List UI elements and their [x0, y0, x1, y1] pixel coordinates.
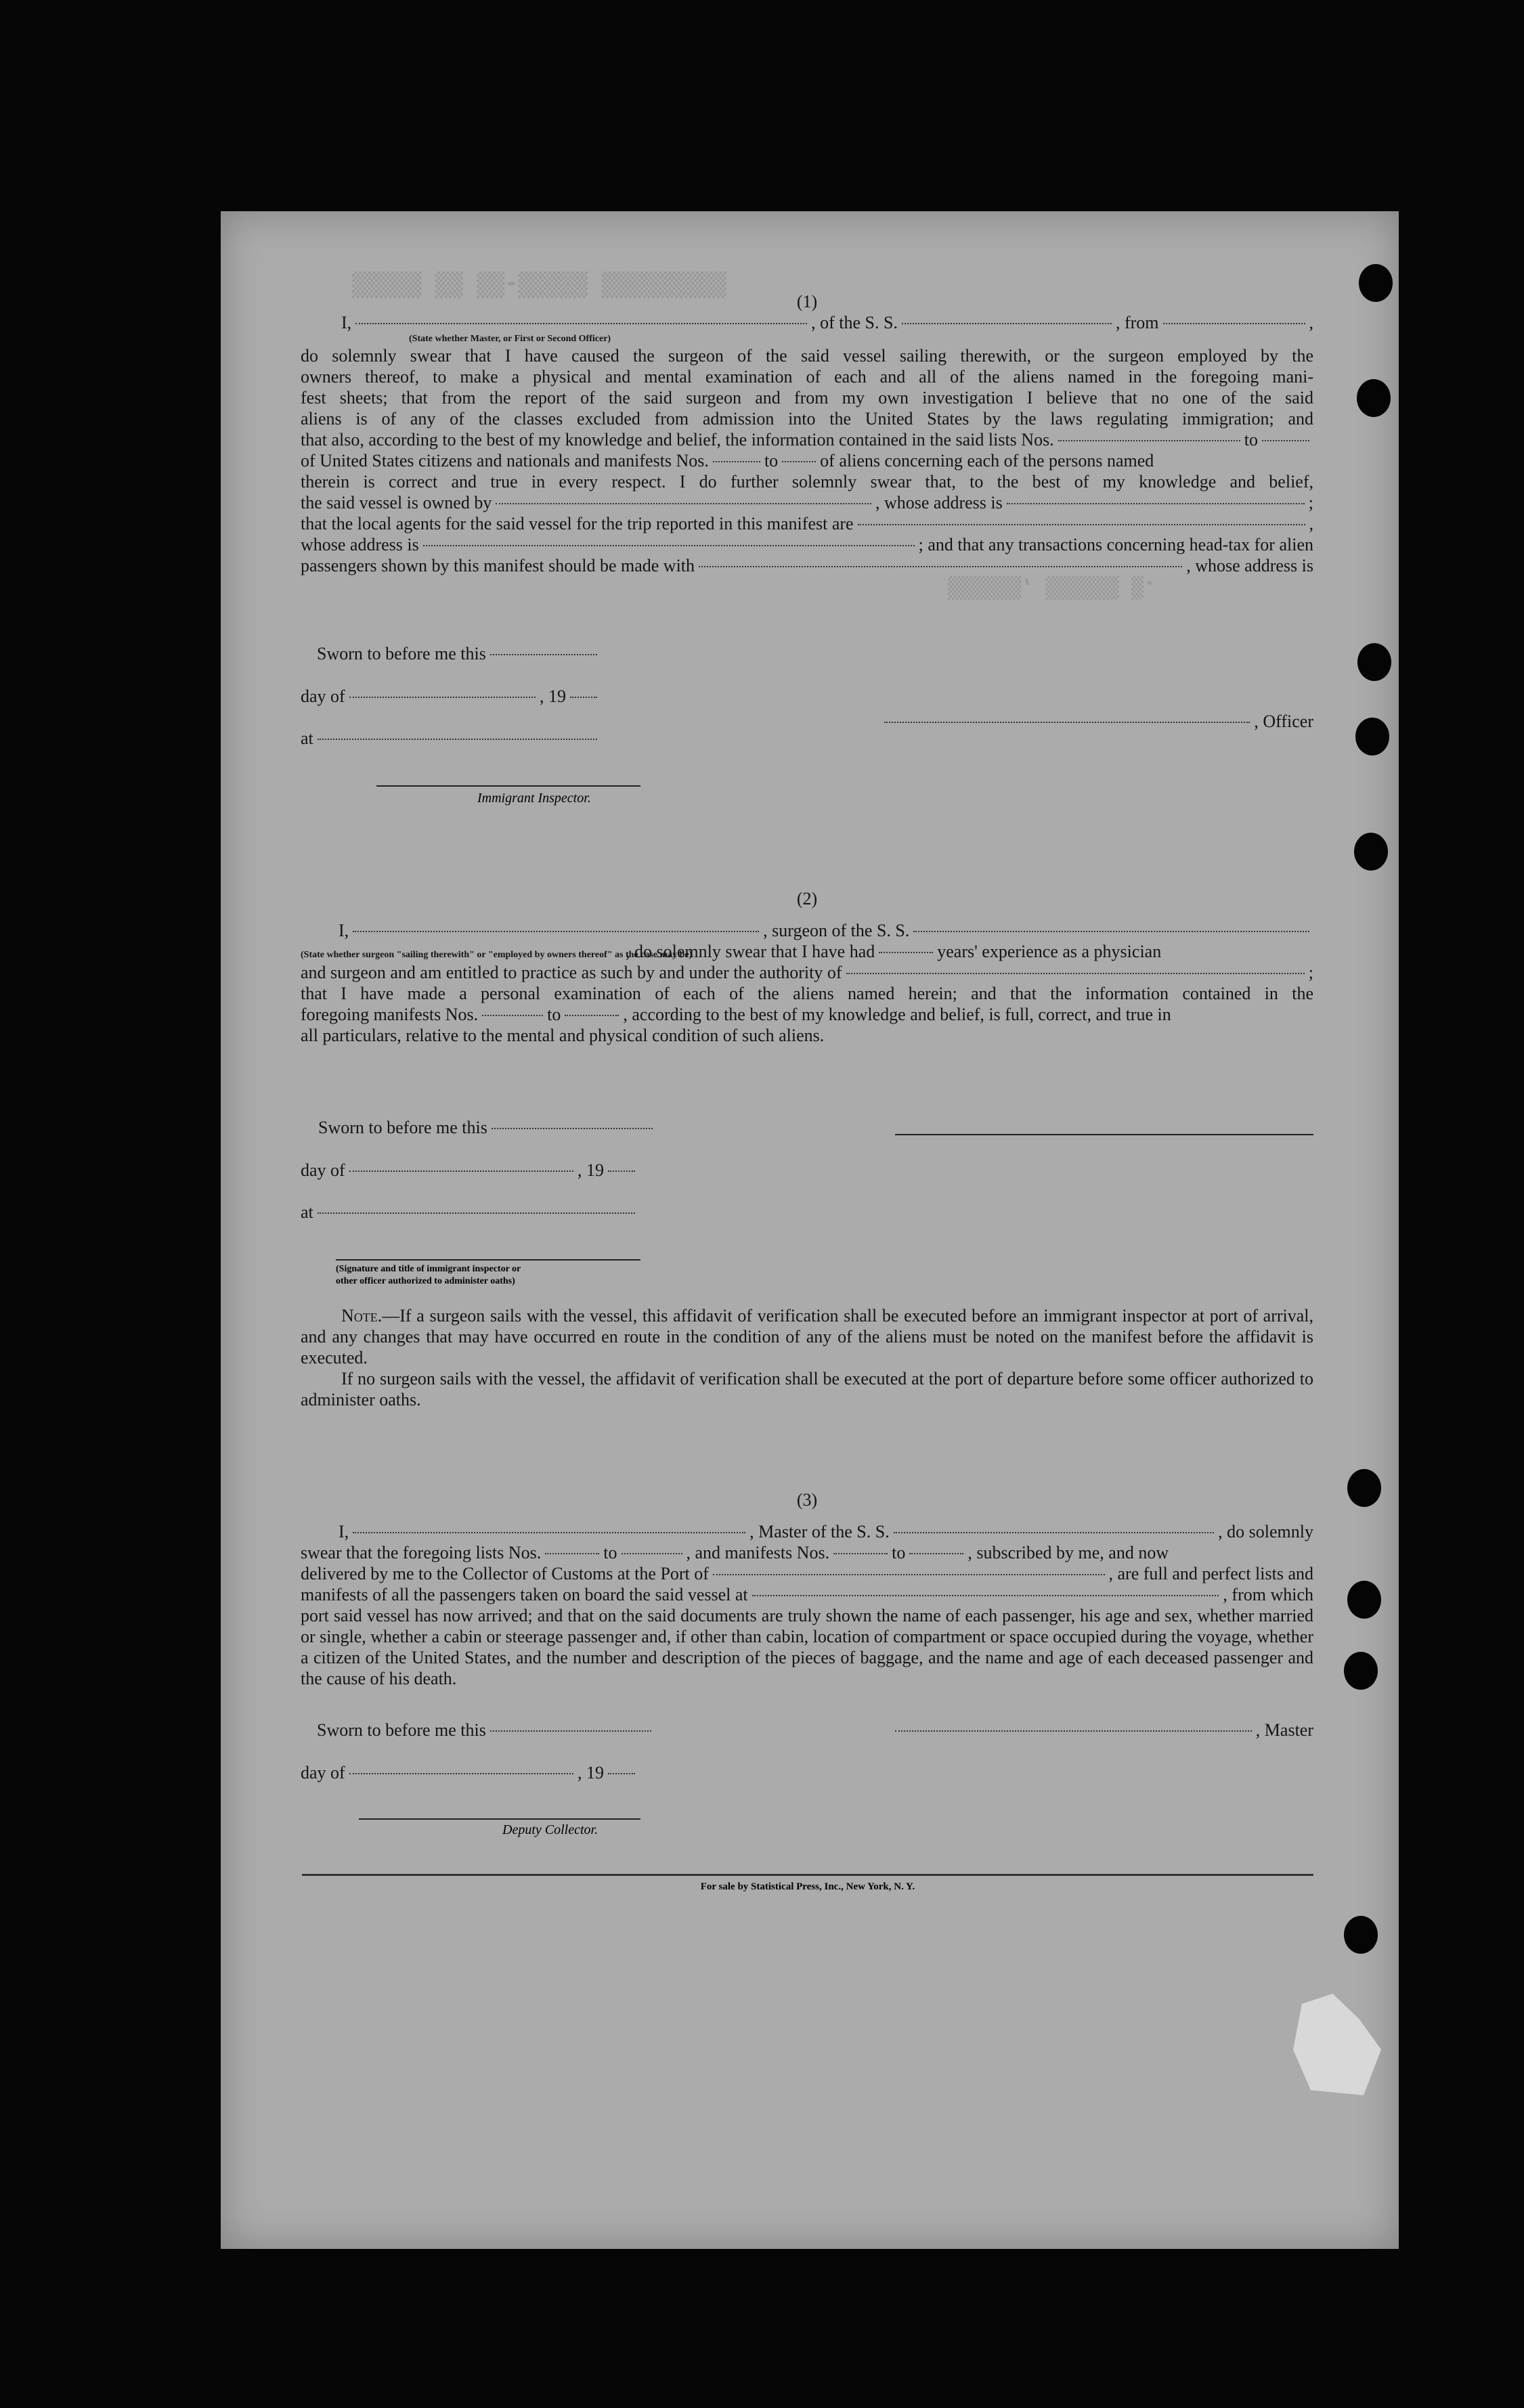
manifests-to-field[interactable] [782, 461, 816, 462]
officer-note: (State whether Master, or First or Second Officer) [409, 334, 611, 344]
owner-field[interactable] [496, 503, 871, 504]
surgeon-swear-line: (State whether surgeon "sailing therewith" or "employed by owners thereof" as the case may be) , do solemnly swear that I have had years' experience as a physician [301, 942, 1162, 961]
collector-signature-line[interactable] [359, 1818, 640, 1820]
surgeon-signature-line[interactable] [895, 1134, 1313, 1135]
agents-address-line: whose address is ; and that any transactions concerning head-tax for alien [301, 535, 1313, 554]
years-field[interactable] [879, 952, 933, 953]
sentence: that I have made a personal examination of each of the aliens named herein; and that the information contained in the [301, 984, 1313, 1003]
year-field[interactable] [608, 1773, 635, 1774]
from-field[interactable] [1163, 323, 1305, 324]
note-text: —If a surgeon sails with the vessel, this affidavit of verification shall be executed before an immigrant inspector at port of arrival, and any changes that may have occurred en route in the condition of any of the aliens must be noted on the manifest before the affidavit is executed. [301, 1306, 1313, 1367]
sentence: aliens is of any of the classes excluded from admission into the United States by the laws regulating immigration; and [301, 409, 1313, 429]
inspector-caption: Immigrant Inspector. [477, 791, 591, 806]
section-number: (2) [796, 889, 818, 909]
punch-hole [1347, 1469, 1381, 1507]
owner-address-field[interactable] [1007, 503, 1305, 504]
punch-hole [1354, 833, 1388, 871]
section-1-oath: Sworn to before me this [301, 643, 1313, 664]
collector-caption: Deputy Collector. [502, 1822, 598, 1837]
foregoing-to-field[interactable] [565, 1015, 619, 1016]
section-number: (1) [796, 292, 818, 311]
manifests-of-line: manifests of all the passengers taken on board the said vessel at , from which [301, 1585, 1313, 1604]
section-2 [301, 888, 1313, 1046]
boarding-port-field[interactable] [752, 1595, 1219, 1596]
manifests-from-field[interactable] [833, 1553, 888, 1554]
master-vessel-field[interactable] [894, 1532, 1214, 1533]
swear-lists-line: swear that the foregoing lists Nos. to , and manifests Nos. to , subscribed by me, and now [301, 1543, 1169, 1562]
master-signature-field[interactable] [895, 1730, 1252, 1732]
officer-signature-field[interactable] [884, 722, 1250, 723]
master-name-field[interactable] [353, 1532, 745, 1533]
surgeon-note: (State whether surgeon "sailing therewith" or "employed by owners thereof" as the case may be) [301, 950, 693, 960]
note-text-2: If no surgeon sails with the vessel, the affidavit of verification shall be executed at the port of departure before some officer authorized to administer oaths. [301, 1369, 1313, 1409]
section-1-day: day of , 19 [301, 686, 1313, 707]
sentence: all particulars, relative to the mental and physical condition of such aliens. [301, 1026, 825, 1045]
lists-line: that also, according to the best of my knowledge and belief, the information contained in the said lists Nos. to [301, 429, 1313, 450]
lists-from-field[interactable] [545, 1553, 599, 1554]
punch-hole [1344, 1652, 1378, 1690]
punch-hole [1359, 264, 1393, 302]
section-3 [301, 1489, 1313, 1689]
agents-address-field[interactable] [423, 545, 915, 546]
witness-caption: (Signature and title of immigrant inspector or other officer authorized to administer oaths) [336, 1264, 521, 1286]
lists-to-field[interactable] [622, 1553, 682, 1554]
agents-field[interactable] [858, 524, 1305, 525]
master-signature: , Master [891, 1720, 1313, 1741]
section-1-at: at [301, 728, 1313, 749]
authority-field[interactable] [846, 973, 1305, 974]
sworn-date-field[interactable] [490, 654, 597, 655]
day-of-field[interactable] [349, 1170, 573, 1172]
sentence: therein is correct and true in every respect. I do further solemnly swear that, to the best of my knowledge and belief, [301, 472, 1313, 491]
head-tax-agent-field[interactable] [699, 566, 1182, 567]
year-field[interactable] [570, 697, 597, 698]
at-field[interactable] [318, 1212, 635, 1214]
line-officer: I, , of the S. S. , from , [341, 313, 1313, 332]
port-field[interactable] [713, 1574, 1105, 1575]
section-2-at: at [301, 1202, 1313, 1223]
note-label: Note. [341, 1306, 383, 1326]
day-of-field[interactable] [349, 1773, 573, 1774]
sentence: owners thereof, to make a physical and mental examination of each and all of the aliens named in the foregoing mani- [301, 367, 1313, 387]
officer-signature: , Officer [880, 711, 1313, 732]
practice-line: and surgeon and am entitled to practice as such by and under the authority of ; [301, 963, 1313, 982]
punch-hole [1357, 379, 1391, 417]
vessel-name-field[interactable] [902, 323, 1112, 324]
manifests-to-field[interactable] [909, 1553, 963, 1554]
agents-line: that the local agents for the said vessel for the trip reported in this manifest are , [301, 514, 1313, 533]
sworn-date-field[interactable] [492, 1128, 653, 1129]
section-number: (3) [796, 1490, 818, 1510]
sentence: do solemnly swear that I have caused the surgeon of the said vessel sailing therewith, or the surgeon employed by the [301, 346, 1313, 366]
sentence: fest sheets; that from the report of the said surgeon and from my own investigation I believe that no one of the said [301, 388, 1313, 408]
printer-footer: For sale by Statistical Press, Inc., New York, N. Y. [302, 1874, 1313, 1893]
surgeon-vessel-field[interactable] [913, 931, 1309, 932]
foregoing-line: foregoing manifests Nos. to , according to the best of my knowledge and belief, is full, correct, and true in [301, 1005, 1171, 1024]
bleed-through-text: ▒▒▒▒▒▒, ▒▒▒▒▒▒ ▒. [948, 575, 1156, 599]
punch-hole [1344, 1916, 1378, 1954]
punch-hole [1347, 1581, 1381, 1619]
section-3-day: day of , 19 [301, 1762, 1313, 1783]
year-field[interactable] [608, 1170, 635, 1172]
section-2-oath: Sworn to before me this [301, 1117, 1313, 1138]
master-line: I, , Master of the S. S. , do solemnly [339, 1522, 1313, 1541]
surgeon-line: I, , surgeon of the S. S. [301, 920, 1313, 941]
inspector-signature-line[interactable] [376, 785, 640, 787]
day-of-field[interactable] [349, 697, 536, 698]
at-field[interactable] [318, 739, 597, 740]
surgeon-note-block [301, 1305, 1313, 1410]
manifests-line: of United States citizens and nationals and manifests Nos. to of aliens concerning each of the persons named [301, 451, 1154, 470]
passengers-line: passengers shown by this manifest should be made with , whose address is [301, 556, 1313, 575]
manifests-from-field[interactable] [713, 461, 760, 462]
sentence: port said vessel has now arrived; and that on the said documents are truly shown the name of each passenger, his age and sex, whether married or single, whether a cabin or steerage passenger and, if other than cabin, location of compartment or space occupied during the voyage, whether a citizen of the United States, and the number and description of the pieces of baggage, and the name and age of each deceased passenger and the cause of his death. [301, 1606, 1313, 1688]
lists-from-field[interactable] [1058, 440, 1240, 441]
delivered-line: delivered by me to the Collector of Customs at the Port of , are full and perfect lists and [301, 1564, 1313, 1583]
punch-hole [1355, 718, 1389, 756]
owned-line: the said vessel is owned by , whose address is ; [301, 493, 1313, 512]
section-1 [301, 291, 1313, 576]
lists-to-field[interactable] [1262, 440, 1309, 441]
officer-field[interactable] [355, 323, 807, 324]
surgeon-name-field[interactable] [353, 931, 759, 932]
punch-hole [1357, 643, 1391, 681]
section-2-day: day of , 19 [301, 1160, 1313, 1181]
section-3-oath: Sworn to before me this [301, 1720, 1313, 1741]
witness-signature-line[interactable] [336, 1259, 640, 1261]
sworn-date-field[interactable] [490, 1730, 651, 1732]
bleed-through-text: ▒▒▒▒▒ ▒▒ ▒▒-▒▒▒▒▒ ▒▒▒▒▒▒▒▒▒ [352, 271, 726, 298]
foregoing-from-field[interactable] [482, 1015, 543, 1016]
